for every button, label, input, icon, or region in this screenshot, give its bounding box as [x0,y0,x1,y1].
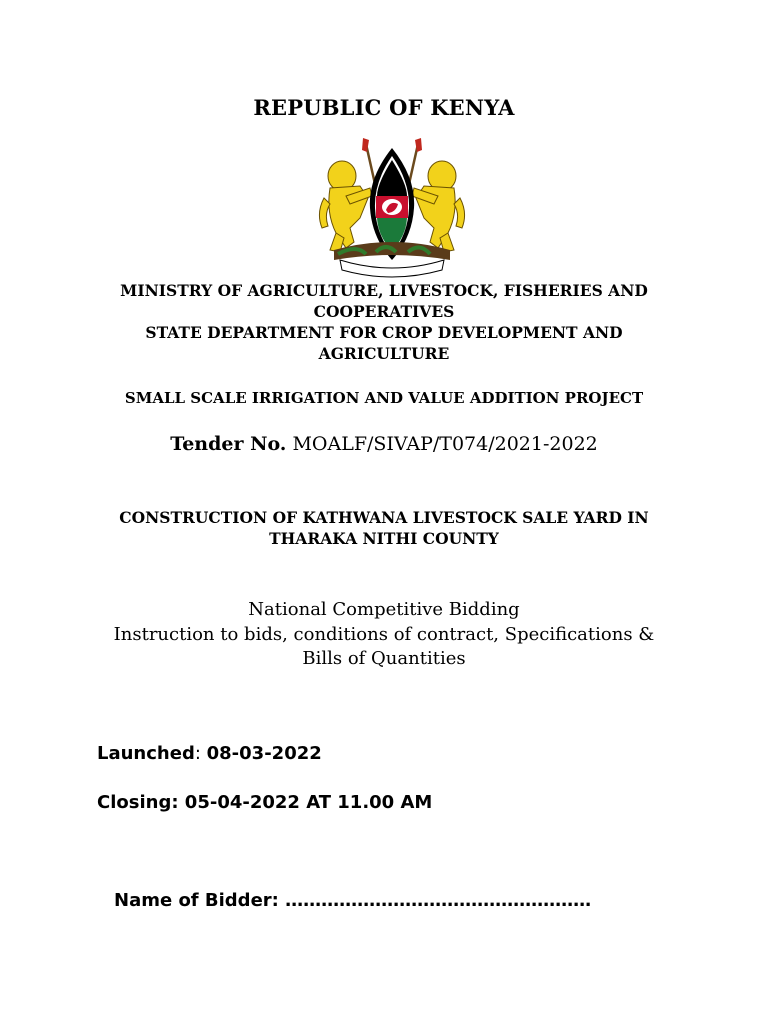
right-lion [412,161,465,252]
ministry-line-1: MINISTRY OF AGRICULTURE, LIVESTOCK, FISHERIES AND [120,281,648,300]
ministry-line-4: AGRICULTURE [318,344,450,363]
bidding-description [0,598,768,672]
tender-label: Tender No. [170,433,287,455]
bidding-line-2: Instruction to bids, conditions of contract, Specifications & [113,623,655,645]
launched-value: 08-03-2022 [206,743,322,764]
left-lion [319,161,372,252]
tender-value: MOALF/SIVAP/T074/2021-2022 [286,433,598,455]
ministry-line-2: COOPERATIVES [313,302,455,321]
construction-line-2: THARAKA NITHI COUNTY [269,529,499,548]
launched-separator: : [194,743,207,764]
bidding-line-1: National Competitive Bidding [248,599,520,620]
ministry-heading [0,280,768,364]
bidding-line-3: Bills of Quantities [302,648,466,669]
construction-heading [0,507,768,549]
launched-label: Launched [97,743,195,764]
launched-date [97,743,322,764]
construction-line-1: CONSTRUCTION OF KATHWANA LIVESTOCK SALE YARD IN [119,508,649,527]
bidder-name-field: Name of Bidder: …………………………………………… [114,890,592,911]
ministry-line-3: STATE DEPARTMENT FOR CROP DEVELOPMENT AND [145,323,623,342]
page-title: REPUBLIC OF KENYA [253,95,515,120]
kenya-coat-of-arms-icon [316,138,468,278]
project-name: SMALL SCALE IRRIGATION AND VALUE ADDITION PROJECT [124,389,644,407]
closing-date: Closing: 05-04-2022 AT 11.00 AM [97,792,433,813]
tender-number [0,433,768,455]
